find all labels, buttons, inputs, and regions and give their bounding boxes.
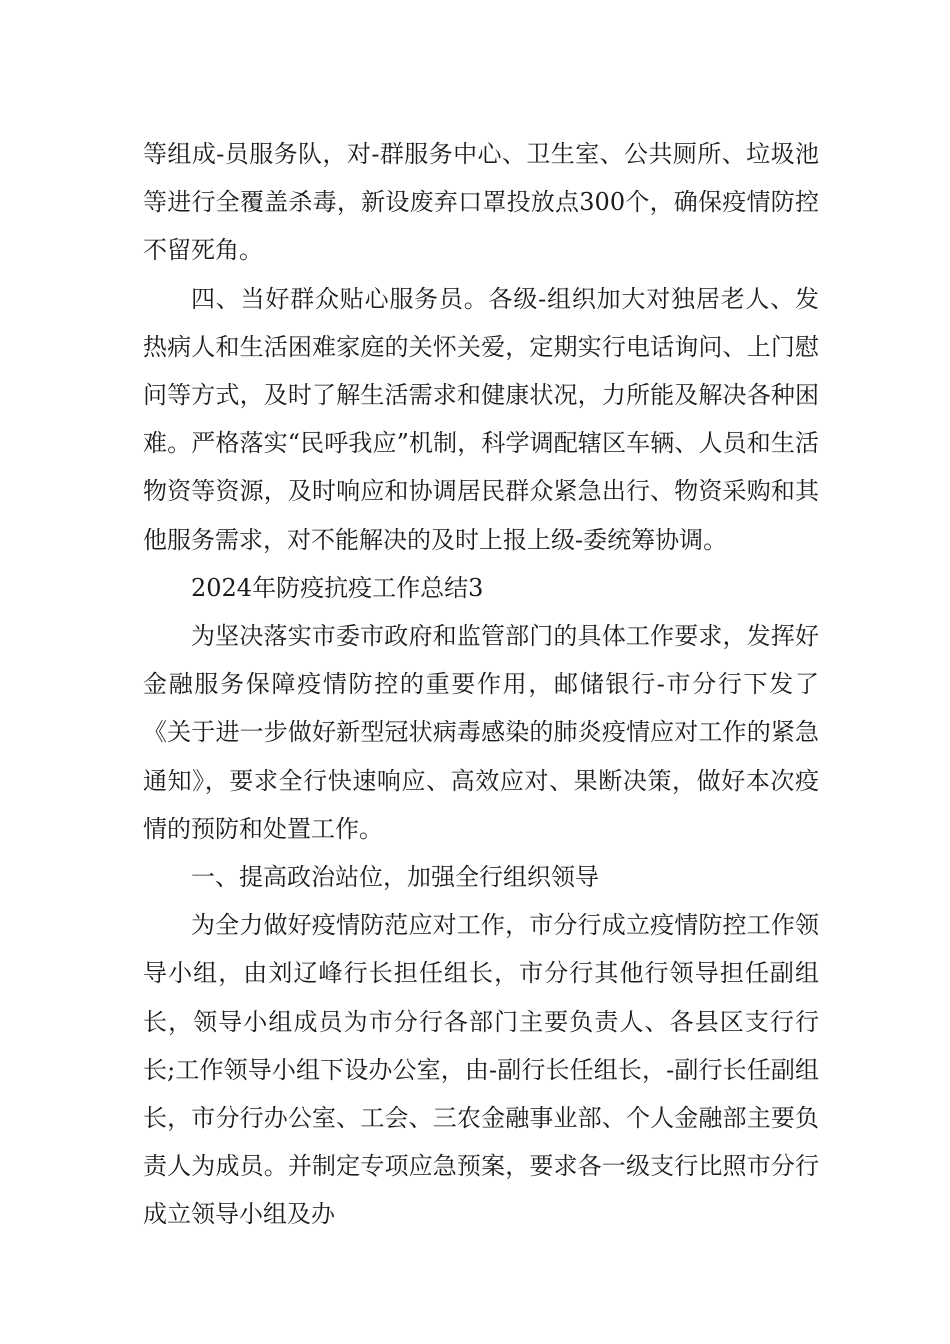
paragraph-leadership: 为全力做好疫情防范应对工作，市分行成立疫情防控工作领导小组，由刘辽峰行长担任组长，市分行其他行领导担任副组长，领导小组成员为市分行各部门主要负责人、各县区支行行长;工作领导小组下设办公室，由-副行长任组长，-副行长任副组长，市分行办公室、工会、三农金融事业部、个人金融部主要负责人为成员。并制定专项应急预案，要求各一级支行比照市分行成立领导小组及办: [143, 911, 819, 1229]
summary-title: 2024年防疫抗疫工作总结3: [191, 573, 484, 602]
paragraph-section-four: 四、当好群众贴心服务员。各级-组织加大对独居老人、发热病人和生活困难家庭的关怀关爱，定期实行电话询问、上门慰问等方式，及时了解生活需求和健康状况，力所能及解决各种困难。严格落实“民呼我应”机制，科学调配辖区车辆、人员和生活物资等资源，及时响应和协调居民群众紧急出行、物资采购和其他服务需求，对不能解决的及时上报上级-委统筹协调。: [143, 284, 819, 554]
paragraph-intro: 为坚决落实市委市政府和监管部门的具体工作要求，发挥好金融服务保障疫情防控的重要作用，邮储银行-市分行下发了《关于进一步做好新型冠状病毒感染的肺炎疫情应对工作的紧急通知》，要求全行快速响应、高效应对、果断决策，做好本次疫情的预防和处置工作。: [143, 622, 819, 843]
document-body: [143, 130, 819, 1239]
section-heading-one: 一、提高政治站位，加强全行组织领导: [191, 863, 599, 892]
paragraph-continuation: 等组成-员服务队，对-群服务中心、卫生室、公共厕所、垃圾池等进行全覆盖杀毒，新设废弃口罩投放点300个，确保疫情防控不留死角。: [143, 140, 819, 265]
